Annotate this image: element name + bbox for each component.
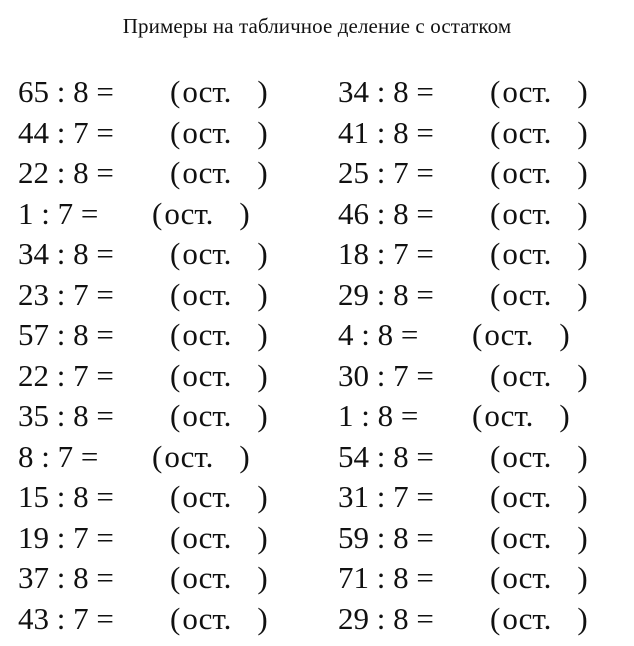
remainder-close-paren: ) — [577, 560, 588, 595]
remainder-open-paren: ( — [490, 276, 501, 312]
example-left — [18, 72, 268, 112]
example-right — [338, 315, 570, 355]
division-expression: 65 : 8 = — [18, 74, 114, 109]
division-expression: 54 : 8 = — [338, 438, 434, 474]
example-right — [338, 599, 588, 639]
division-expression: 41 : 8 = — [338, 114, 434, 150]
division-expression: 46 : 8 = — [338, 195, 434, 231]
remainder-close-paren: ) — [257, 519, 268, 555]
division-expression: 23 : 7 = — [18, 276, 114, 312]
remainder-close-paren: ) — [257, 114, 268, 150]
division-expression: 8 : 7 = — [18, 438, 99, 474]
remainder-label: ост. — [182, 519, 232, 555]
division-expression: 18 : 7 = — [338, 236, 434, 271]
remainder-close-paren: ) — [239, 438, 250, 474]
example-right — [338, 437, 588, 477]
remainder-label: ост. — [502, 74, 552, 109]
remainder-label: ост. — [164, 195, 214, 231]
remainder-close-paren: ) — [257, 317, 268, 352]
remainder-open-paren: ( — [472, 317, 483, 352]
example-left — [18, 437, 250, 477]
remainder-label: ост. — [502, 155, 552, 190]
example-left — [18, 113, 268, 153]
division-expression: 44 : 7 = — [18, 114, 114, 150]
remainder-open-paren: ( — [490, 155, 501, 190]
remainder-close-paren: ) — [577, 438, 588, 474]
example-left — [18, 153, 268, 193]
remainder-open-paren: ( — [490, 357, 501, 393]
example-right — [338, 194, 588, 234]
remainder-label: ост. — [182, 479, 232, 514]
remainder-close-paren: ) — [577, 479, 588, 514]
remainder-label: ост. — [182, 398, 232, 433]
remainder-close-paren: ) — [257, 479, 268, 514]
remainder-open-paren: ( — [490, 438, 501, 474]
worksheet-title: Примеры на табличное деление с остатком — [122, 14, 512, 38]
example-row — [0, 356, 634, 397]
remainder-open-paren: ( — [490, 479, 501, 514]
example-left — [18, 396, 268, 436]
example-left — [18, 275, 268, 315]
remainder-close-paren: ) — [257, 357, 268, 393]
example-right — [338, 356, 588, 396]
remainder-label: ост. — [502, 276, 552, 312]
example-row — [0, 558, 634, 599]
division-expression: 22 : 7 = — [18, 357, 114, 393]
remainder-open-paren: ( — [170, 155, 181, 190]
remainder-close-paren: ) — [577, 519, 588, 555]
remainder-close-paren: ) — [257, 74, 268, 109]
division-expression: 29 : 8 = — [338, 600, 434, 636]
remainder-close-paren: ) — [257, 560, 268, 595]
example-row — [0, 153, 634, 194]
example-right — [338, 72, 588, 112]
remainder-open-paren: ( — [170, 276, 181, 312]
remainder-open-paren: ( — [170, 479, 181, 514]
remainder-label: ост. — [502, 479, 552, 514]
remainder-label: ост. — [182, 74, 232, 109]
remainder-open-paren: ( — [170, 74, 181, 109]
example-left — [18, 234, 268, 274]
division-expression: 15 : 8 = — [18, 479, 114, 514]
example-left — [18, 356, 268, 396]
remainder-close-paren: ) — [257, 236, 268, 271]
remainder-close-paren: ) — [577, 74, 588, 109]
division-expression: 19 : 7 = — [18, 519, 114, 555]
division-expression: 1 : 8 = — [338, 398, 419, 433]
remainder-label: ост. — [502, 114, 552, 150]
remainder-label: ост. — [502, 195, 552, 231]
remainder-close-paren: ) — [559, 317, 570, 352]
example-row — [0, 113, 634, 154]
example-row — [0, 396, 634, 437]
remainder-open-paren: ( — [170, 114, 181, 150]
example-left — [18, 558, 268, 598]
remainder-label: ост. — [484, 398, 534, 433]
remainder-close-paren: ) — [577, 276, 588, 312]
remainder-open-paren: ( — [170, 600, 181, 636]
remainder-close-paren: ) — [257, 155, 268, 190]
example-right — [338, 558, 588, 598]
division-expression: 71 : 8 = — [338, 560, 434, 595]
example-row — [0, 234, 634, 275]
example-left — [18, 315, 268, 355]
division-expression: 30 : 7 = — [338, 357, 434, 393]
remainder-open-paren: ( — [490, 236, 501, 271]
remainder-close-paren: ) — [257, 398, 268, 433]
example-left — [18, 477, 268, 517]
remainder-label: ост. — [502, 236, 552, 271]
example-row — [0, 194, 634, 235]
remainder-close-paren: ) — [577, 155, 588, 190]
example-left — [18, 194, 250, 234]
example-left — [18, 599, 268, 639]
division-examples-grid — [0, 72, 634, 639]
remainder-label: ост. — [502, 600, 552, 636]
remainder-label: ост. — [182, 560, 232, 595]
remainder-open-paren: ( — [170, 398, 181, 433]
remainder-open-paren: ( — [490, 600, 501, 636]
remainder-open-paren: ( — [170, 560, 181, 595]
example-right — [338, 113, 588, 153]
remainder-open-paren: ( — [490, 560, 501, 595]
example-row — [0, 275, 634, 316]
example-row — [0, 518, 634, 559]
remainder-open-paren: ( — [152, 195, 163, 231]
example-row — [0, 477, 634, 518]
remainder-open-paren: ( — [490, 519, 501, 555]
remainder-close-paren: ) — [239, 195, 250, 231]
division-expression: 59 : 8 = — [338, 519, 434, 555]
division-expression: 4 : 8 = — [338, 317, 419, 352]
remainder-close-paren: ) — [577, 114, 588, 150]
example-row — [0, 599, 634, 640]
division-expression: 34 : 8 = — [18, 236, 114, 271]
example-row — [0, 72, 634, 113]
remainder-label: ост. — [182, 357, 232, 393]
example-right — [338, 153, 588, 193]
remainder-open-paren: ( — [152, 438, 163, 474]
division-expression: 25 : 7 = — [338, 155, 434, 190]
remainder-close-paren: ) — [577, 357, 588, 393]
division-expression: 29 : 8 = — [338, 276, 434, 312]
remainder-label: ост. — [502, 519, 552, 555]
example-row — [0, 437, 634, 478]
example-right — [338, 396, 570, 436]
division-expression: 31 : 7 = — [338, 479, 434, 514]
division-expression: 34 : 8 = — [338, 74, 434, 109]
example-right — [338, 518, 588, 558]
division-expression: 35 : 8 = — [18, 398, 114, 433]
remainder-open-paren: ( — [170, 519, 181, 555]
example-left — [18, 518, 268, 558]
remainder-label: ост. — [502, 357, 552, 393]
division-expression: 57 : 8 = — [18, 317, 114, 352]
remainder-label: ост. — [182, 276, 232, 312]
example-right — [338, 234, 588, 274]
remainder-close-paren: ) — [257, 600, 268, 636]
remainder-close-paren: ) — [559, 398, 570, 433]
division-expression: 43 : 7 = — [18, 600, 114, 636]
remainder-label: ост. — [182, 114, 232, 150]
remainder-open-paren: ( — [490, 195, 501, 231]
remainder-open-paren: ( — [472, 398, 483, 433]
division-expression: 37 : 8 = — [18, 560, 114, 595]
remainder-open-paren: ( — [170, 317, 181, 352]
division-expression: 1 : 7 = — [18, 195, 99, 231]
remainder-label: ост. — [182, 155, 232, 190]
remainder-close-paren: ) — [577, 600, 588, 636]
example-right — [338, 477, 588, 517]
example-right — [338, 275, 588, 315]
remainder-open-paren: ( — [170, 236, 181, 271]
remainder-close-paren: ) — [257, 276, 268, 312]
remainder-close-paren: ) — [577, 195, 588, 231]
remainder-open-paren: ( — [490, 74, 501, 109]
remainder-label: ост. — [484, 317, 534, 352]
remainder-close-paren: ) — [577, 236, 588, 271]
remainder-label: ост. — [164, 438, 214, 474]
remainder-label: ост. — [182, 600, 232, 636]
remainder-label: ост. — [182, 236, 232, 271]
remainder-label: ост. — [502, 560, 552, 595]
example-row — [0, 315, 634, 356]
remainder-open-paren: ( — [170, 357, 181, 393]
remainder-label: ост. — [182, 317, 232, 352]
remainder-open-paren: ( — [490, 114, 501, 150]
remainder-label: ост. — [502, 438, 552, 474]
division-expression: 22 : 8 = — [18, 155, 114, 190]
